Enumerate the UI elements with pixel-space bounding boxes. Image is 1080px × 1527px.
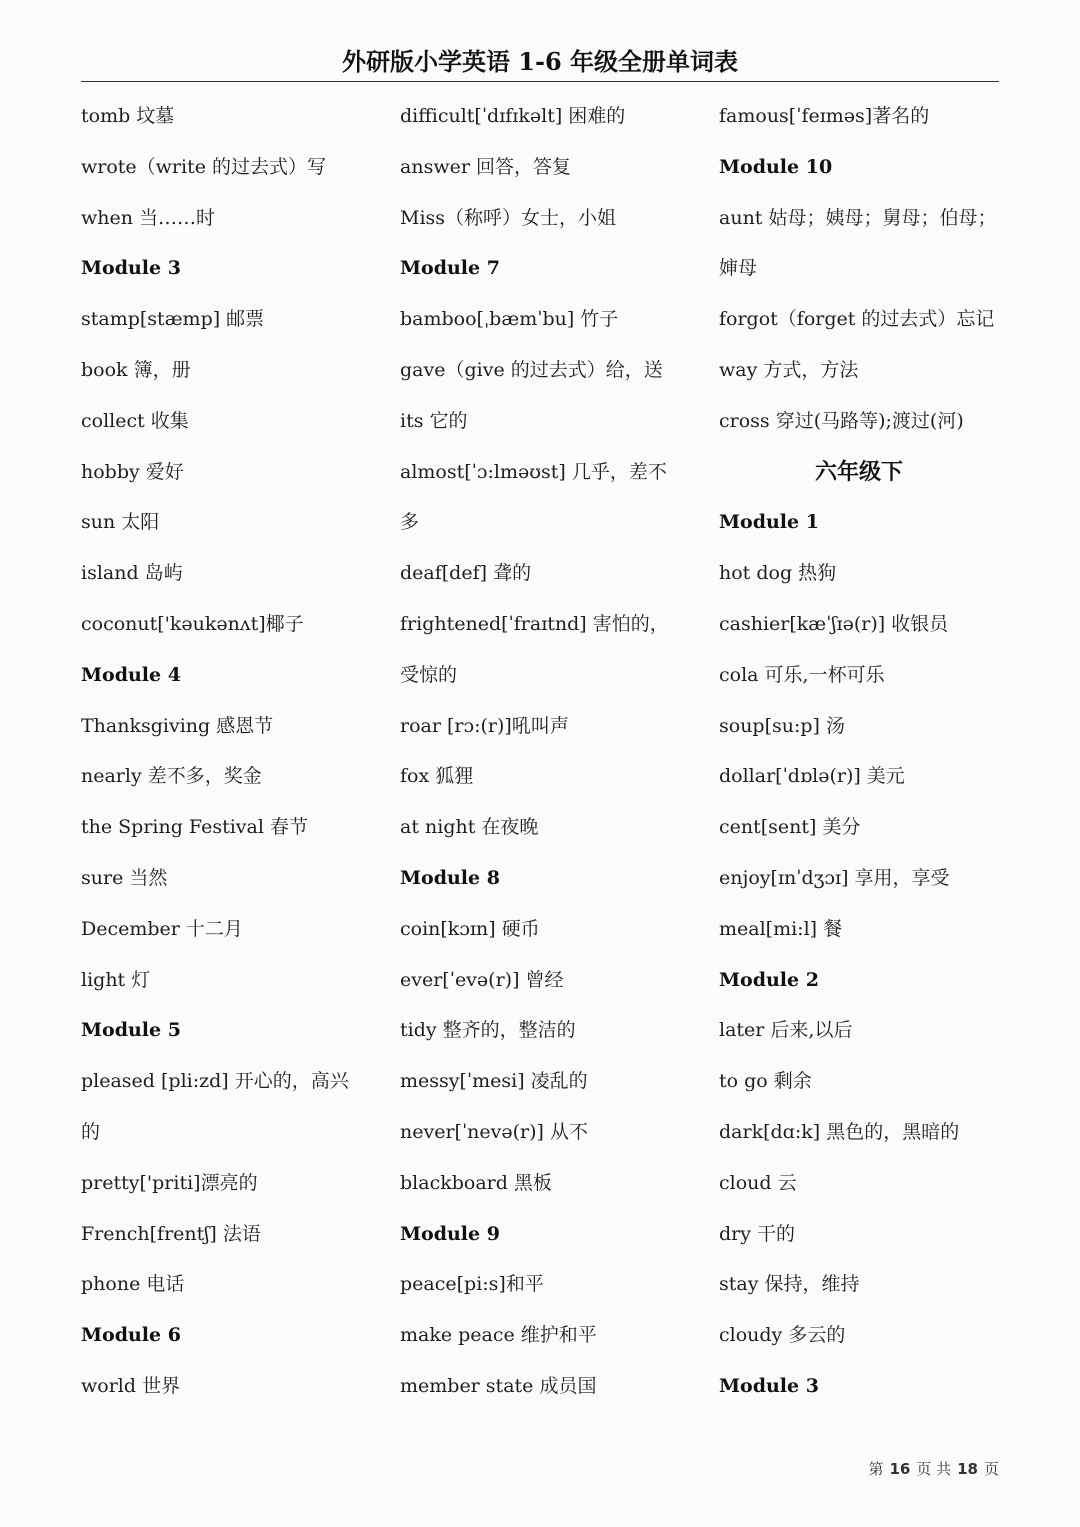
word-entry: coin[kɔɪn] 硬币 xyxy=(400,917,540,940)
current-page-number: 16 xyxy=(889,1460,911,1478)
word-entry: fox 狐狸 xyxy=(400,765,474,788)
word-entry: to go 剩余 xyxy=(719,1070,812,1093)
module-heading: Module 3 xyxy=(719,1374,819,1397)
grade-heading: 六年级下 xyxy=(814,458,903,485)
word-entry: tomb 坟墓 xyxy=(81,105,175,127)
word-entry: soup[su:p] 汤 xyxy=(719,714,846,737)
word-column-3 xyxy=(719,91,1009,1412)
word-entry: 受惊的 xyxy=(400,663,458,686)
word-entry: dark[dɑ:k] 黑色的，黑暗的 xyxy=(719,1120,960,1143)
word-entry: gave（give 的过去式）给，送 xyxy=(400,358,663,381)
footer-prefix: 第 xyxy=(868,1460,884,1478)
title-underline xyxy=(81,81,999,82)
word-entry: sun 太阳 xyxy=(81,511,160,534)
word-entry: blackboard 黑板 xyxy=(400,1171,552,1194)
word-entry: book 簿，册 xyxy=(81,358,191,381)
module-heading: Module 4 xyxy=(81,663,181,686)
word-entry: aunt 姑母；姨母；舅母；伯母； xyxy=(719,206,997,229)
word-entry: difficult[ˈdɪfɪkəlt] 困难的 xyxy=(400,105,626,127)
word-entry: frightened[ˈfraɪtnd] 害怕的， xyxy=(400,612,669,635)
word-entry: cent[sent] 美分 xyxy=(719,816,861,839)
module-heading: Module 6 xyxy=(81,1324,181,1347)
module-heading: Module 9 xyxy=(400,1222,500,1245)
word-entry: wrote（write 的过去式）写 xyxy=(81,155,327,178)
word-entry: peace[pi:s]和平 xyxy=(400,1273,544,1296)
word-entry: sure 当然 xyxy=(81,866,168,889)
document-title: 外研版小学英语 1-6 年级全册单词表 xyxy=(341,47,739,76)
word-entry: cola 可乐,一杯可乐 xyxy=(719,663,885,686)
module-heading: Module 2 xyxy=(719,968,819,991)
word-entry: make peace 维护和平 xyxy=(400,1324,597,1347)
word-entry: enjoy[ɪnˈdʒɔɪ] 享用，享受 xyxy=(719,866,950,889)
word-entry: tidy 整齐的，整洁的 xyxy=(400,1019,576,1042)
word-entry: member state 成员国 xyxy=(400,1374,597,1397)
word-entry: 多 xyxy=(400,511,420,534)
word-entry: pretty['priti]漂亮的 xyxy=(81,1171,258,1194)
word-entry: Miss（称呼）女士，小姐 xyxy=(400,206,617,229)
word-entry: stamp[stæmp] 邮票 xyxy=(81,308,265,331)
word-entry: stay 保持，维持 xyxy=(719,1273,860,1296)
word-entry: phone 电话 xyxy=(81,1273,185,1296)
word-entry: the Spring Festival 春节 xyxy=(81,816,308,839)
word-entry: deaf[def] 聋的 xyxy=(400,562,532,585)
word-entry: December 十二月 xyxy=(81,917,243,940)
word-entry: cloud 云 xyxy=(719,1171,797,1194)
word-entry: almost[ˈɔ:lməʊst] 几乎，差不 xyxy=(400,460,667,483)
word-entry: cloudy 多云的 xyxy=(719,1324,846,1347)
word-entry: bamboo[ˌbæmˈbu] 竹子 xyxy=(400,308,619,331)
word-entry: coconut['kəukənʌt]椰子 xyxy=(81,612,304,635)
word-entry: dollar[ˈdɒlə(r)] 美元 xyxy=(719,765,905,788)
footer-middle: 页 共 xyxy=(916,1460,952,1478)
word-entry: dry 干的 xyxy=(719,1222,796,1245)
module-heading: Module 7 xyxy=(400,257,500,280)
word-entry: its 它的 xyxy=(400,409,468,432)
word-entry: island 岛屿 xyxy=(81,562,183,585)
word-entry: Thanksgiving 感恩节 xyxy=(81,714,274,737)
word-entry: cashier[kæˈʃɪə(r)] 收银员 xyxy=(719,612,949,635)
word-entry: 婶母 xyxy=(719,257,758,280)
word-entry: at night 在夜晚 xyxy=(400,816,539,839)
module-heading: Module 8 xyxy=(400,866,500,889)
word-entry: meal[mi:l] 餐 xyxy=(719,917,843,940)
word-entry: ever[ˈevə(r)] 曾经 xyxy=(400,968,564,991)
word-entry: forgot（forget 的过去式）忘记 xyxy=(719,308,995,331)
word-entry: hobby 爱好 xyxy=(81,460,184,483)
word-entry: roar [rɔ:(r)]吼叫声 xyxy=(400,714,569,737)
word-column-1 xyxy=(81,91,381,1412)
word-entry: famous[ˈfeɪməs]著名的 xyxy=(719,105,930,127)
word-column-2 xyxy=(400,91,700,1412)
word-entry: 的 xyxy=(81,1120,101,1143)
word-entry: later 后来,以后 xyxy=(719,1019,853,1042)
word-entry: way 方式，方法 xyxy=(719,358,859,381)
word-entry: light 灯 xyxy=(81,968,151,991)
word-entry: never[ˈnevə(r)] 从不 xyxy=(400,1120,588,1143)
word-entry: hot dog 热狗 xyxy=(719,562,837,585)
word-entry: answer 回答，答复 xyxy=(400,155,571,178)
module-heading: Module 1 xyxy=(719,511,819,534)
module-heading: Module 10 xyxy=(719,155,833,178)
module-heading: Module 3 xyxy=(81,257,181,280)
footer-suffix: 页 xyxy=(983,1460,999,1478)
page-footer xyxy=(868,1458,999,1479)
word-entry: when 当……时 xyxy=(81,206,216,229)
word-entry: messy[ˈmesi] 凌乱的 xyxy=(400,1070,588,1093)
module-heading: Module 5 xyxy=(81,1019,181,1042)
word-entry: nearly 差不多，奖金 xyxy=(81,765,262,788)
total-page-number: 18 xyxy=(957,1460,978,1478)
word-entry: cross 穿过(马路等);渡过(河) xyxy=(719,409,964,432)
word-entry: collect 收集 xyxy=(81,409,189,432)
word-entry: pleased [pli:zd] 开心的，高兴 xyxy=(81,1070,349,1093)
word-entry: French[frentʃ] 法语 xyxy=(81,1222,261,1245)
word-entry: world 世界 xyxy=(81,1374,181,1397)
